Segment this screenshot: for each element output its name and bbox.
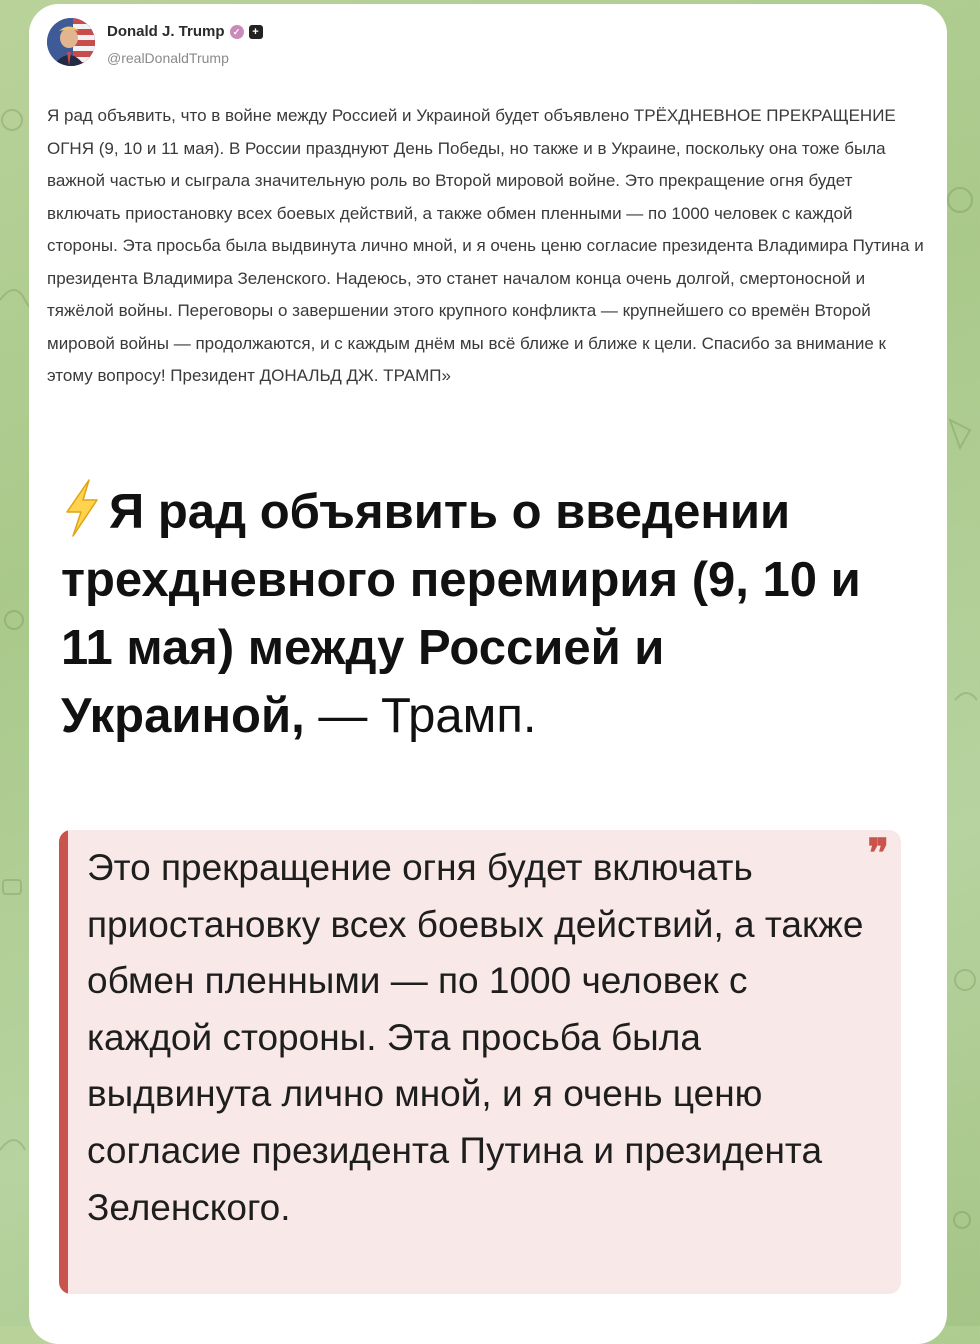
headline-bold-text: Я рад объявить о введении трехдневного перемирия (9, 10 и 11 мая) между Россией и Украиной, — [61, 485, 861, 743]
post-body-text: Я рад объявить, что в войне между Россией и Украиной будет объявлено ТРЁХДНЕВНОЕ ПРЕКРАЩЕНИЕ ОГНЯ (9, 10 и 11 мая). В России празднуют День Победы, но также и в Украине, поскольку она тоже была важной частью и сыграла значительную роль во Второй мировой войне. Это прекращение огня будет включать приостановку всех боевых действий, а также обмен пленными — по 1000 человек с каждой стороны. Эта просьба была выдвинута лично мной, и я очень ценю согласие президента Владимира Путина и президента Владимира Зеленского. Надеюсь, это станет началом конца очень долгой, смертоносной и тяжёлой войны. Переговоры о завершении этого крупного конфликта — крупнейшего со времён Второй мировой войны — продолжаются, и с каждым днём мы всё ближе и ближе к цели. Спасибо за внимание к этому вопросу! Президент ДОНАЛЬД ДЖ. ТРАМП» — [47, 106, 924, 385]
post-screenshot — [29, 4, 947, 458]
quote-text: Это прекращение огня будет включать приостановку всех боевых действий, а также обмен пленными — по 1000 человек с каждой стороны. Эта просьба была выдвинута лично мной, и я очень ценю согласие президента Путина и президента Зеленского. — [87, 847, 864, 1228]
headline-attribution: — Трамп. — [304, 689, 537, 743]
headline — [61, 478, 921, 750]
verified-icon: ✓ — [230, 25, 244, 39]
lightning-bolt-icon — [61, 478, 103, 538]
quote-block — [59, 830, 901, 1294]
plus-square-icon: + — [249, 25, 263, 39]
author-handle: @realDonaldTrump — [107, 50, 229, 66]
message-bubble — [29, 4, 947, 1344]
quote-accent-bar — [59, 830, 68, 1294]
avatar — [47, 18, 95, 66]
author-name: Donald J. Trump ✓ + — [107, 23, 263, 40]
quote-marks-icon: ❞ — [867, 830, 889, 877]
